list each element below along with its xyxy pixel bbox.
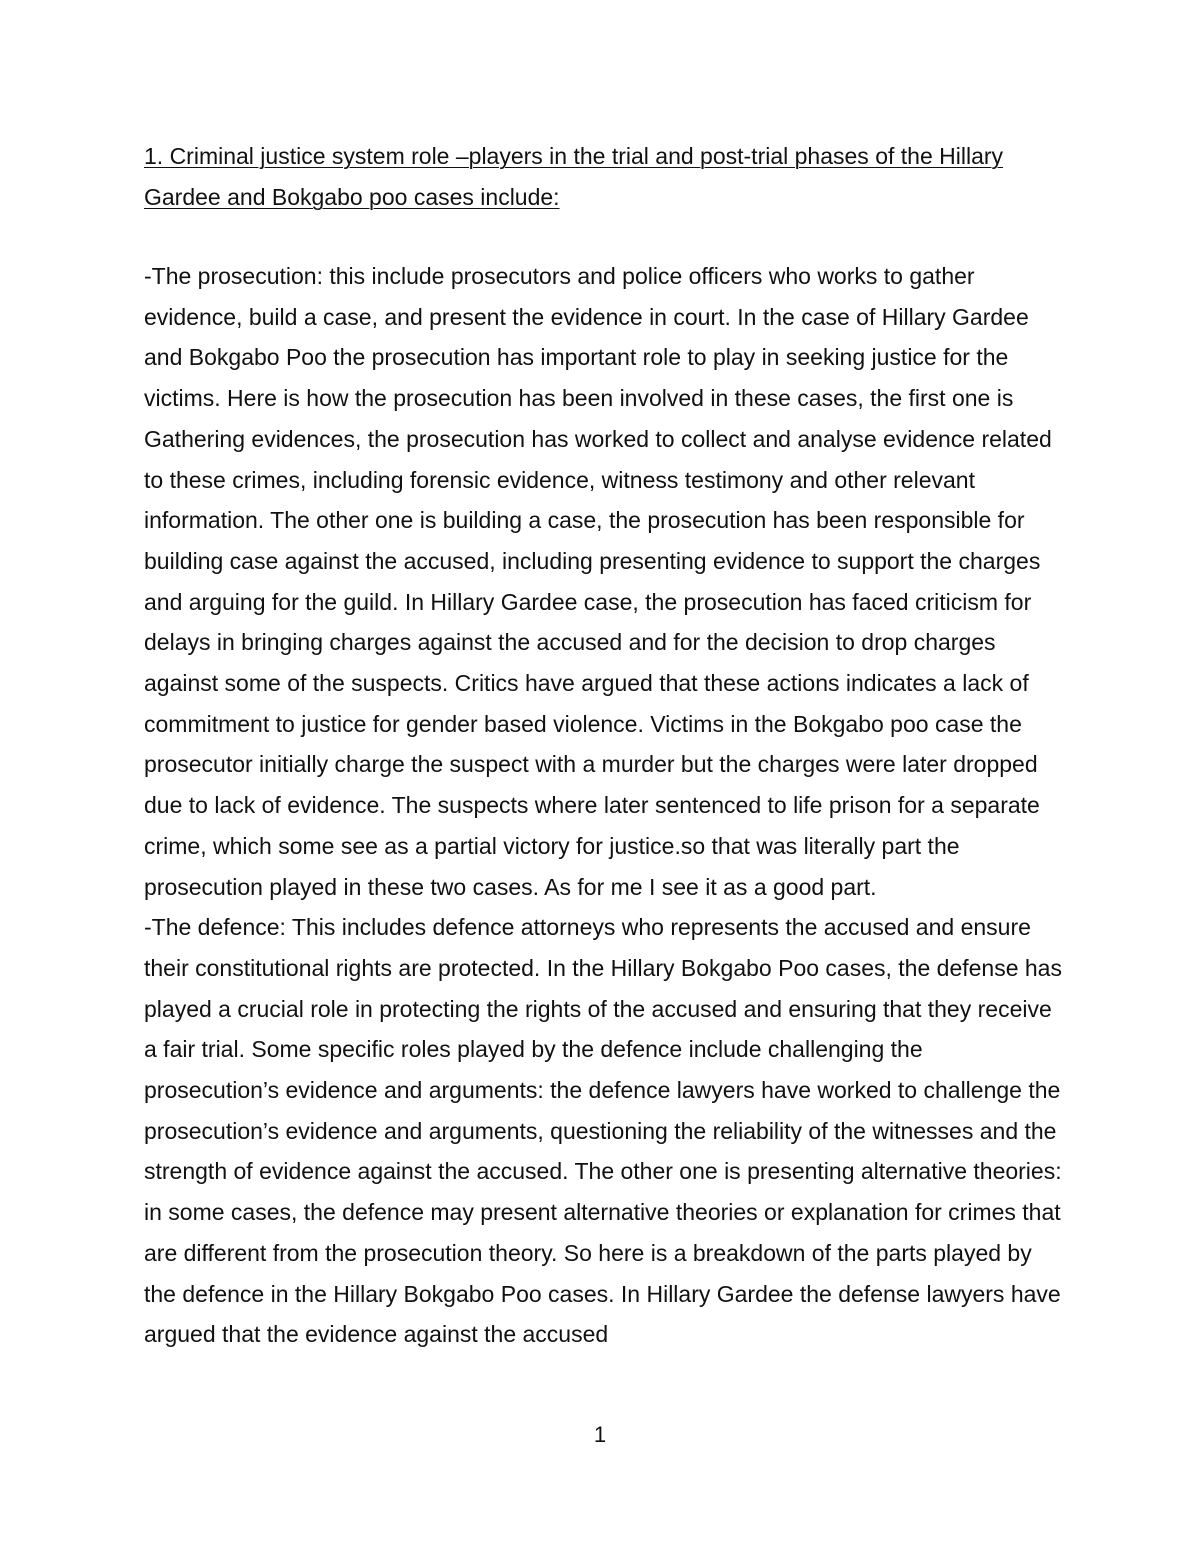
body-text (144, 256, 1064, 1355)
paragraph-defence: -The defence: This includes defence attorneys who represents the accused and ensure their constitutional rights are protected. In the Hillary Bokgabo Poo cases, the defense has played a crucial role in protecting the rights of the accused and ensuring that they receive a fair trial. Some specific roles played by the defence include challenging the prosecution’s evidence and arguments: the defence lawyers have worked to challenge the prosecution’s evidence and arguments, questioning the reliability of the witnesses and the strength of evidence against the accused. The other one is presenting alternative theories: in some cases, the defence may present alternative theories or explanation for crimes that are different from the prosecution theory. So here is a breakdown of the parts played by the defence in the Hillary Bokgabo Poo cases. In Hillary Gardee the defense lawyers have argued that the evidence against the accused (144, 914, 1062, 1348)
paragraph-prosecution: -The prosecution: this include prosecutors and police officers who works to gather evidence, build a case, and present the evidence in court. In the case of Hillary Gardee and Bokgabo Poo the prosecution has important role to play in seeking justice for the victims. Here is how the prosecution has been involved in these cases, the first one is Gathering evidences, the prosecution has worked to collect and analyse evidence related to these crimes, including forensic evidence, witness testimony and other relevant information. The other one is building a case, the prosecution has been responsible for building case against the accused, including presenting evidence to support the charges and arguing for the guild. In Hillary Gardee case, the prosecution has faced criticism for delays in bringing charges against the accused and for the decision to drop charges against some of the suspects. Critics have argued that these actions indicates a lack of commitment to justice for gender based violence. Victims in the Bokgabo poo case the prosecutor initially charge the suspect with a murder but the charges were later dropped due to lack of evidence. The suspects where later sentenced to life prison for a separate crime, which some see as a partial victory for justice.so that was literally part the prosecution played in these two cases. As for me I see it as a good part. (144, 263, 1052, 900)
section-heading: 1. Criminal justice system role –players in the trial and post-trial phases of the Hillary Gardee and Bokgabo poo cases include: (144, 143, 1004, 210)
page-number: 1 (593, 1422, 607, 1447)
